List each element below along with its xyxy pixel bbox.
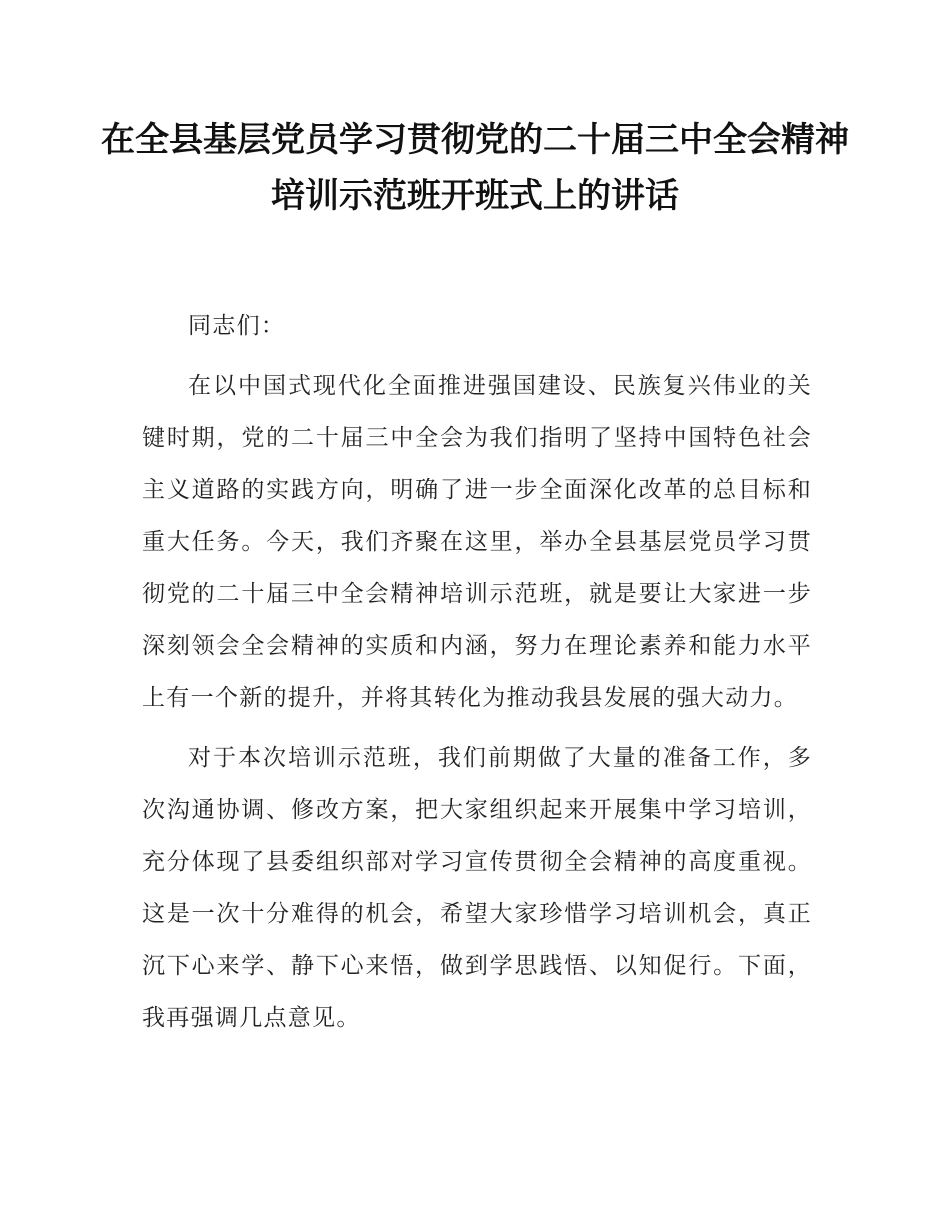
document-body	[142, 300, 812, 1044]
paragraph: 在以中国式现代化全面推进强国建设、民族复兴伟业的关键时期，党的二十届三中全会为我们指明了坚持中国特色社会主义道路的实践方向，明确了进一步全面深化改革的总目标和重大任务。今天，我们齐聚在这里，举办全县基层党员学习贯彻党的二十届三中全会精神培训示范班，就是要让大家进一步深刻领会全会精神的实质和内涵，努力在理论素养和能力水平上有一个新的提升，并将其转化为推动我县发展的强大动力。	[142, 373, 812, 711]
document-title: 在全县基层党员学习贯彻党的二十届三中全会精神培训示范班开班式上的讲话	[101, 120, 849, 216]
paragraph: 对于本次培训示范班，我们前期做了大量的准备工作，多次沟通协调、修改方案，把大家组织起来开展集中学习培训，充分体现了县委组织部对学习宣传贯彻全会精神的高度重视。这是一次十分难得的机会，希望大家珍惜学习培训机会，真正沉下心来学、静下心来悟，做到学思践悟、以知促行。下面，我再强调几点意见。	[142, 745, 812, 1031]
salutation: 同志们：	[188, 313, 286, 339]
